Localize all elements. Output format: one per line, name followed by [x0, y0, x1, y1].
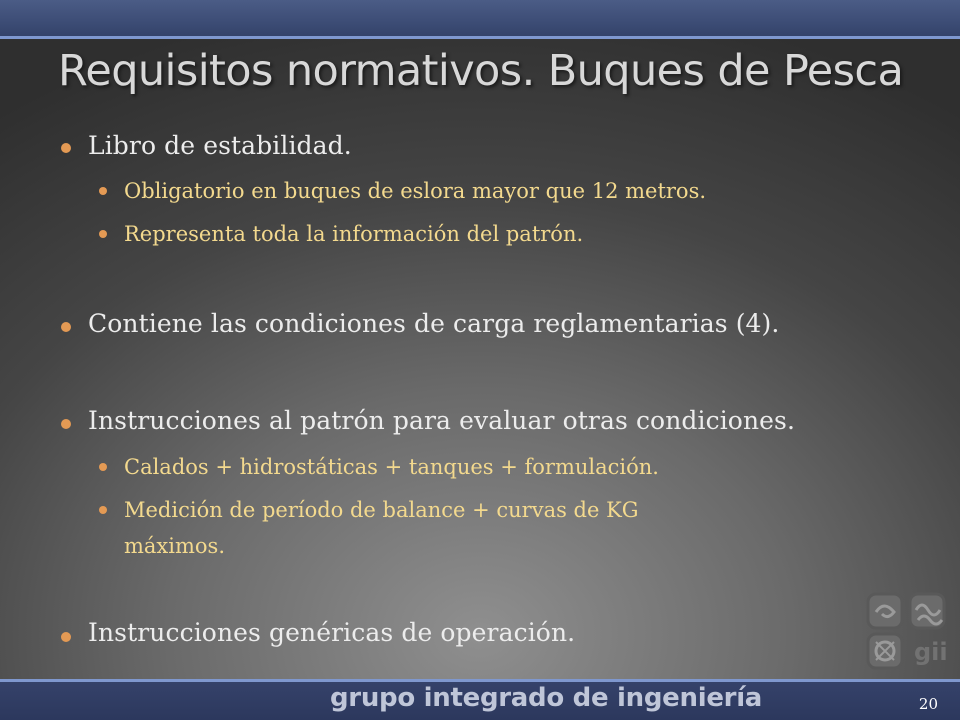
page-number: 20 — [918, 695, 938, 713]
bullet-icon — [61, 143, 71, 153]
header-rule — [0, 36, 960, 39]
sub-list-item: Obligatorio en buques de eslora mayor que 12 metros. — [124, 179, 707, 203]
logo-text: gii — [914, 638, 948, 666]
bullet-icon — [99, 506, 107, 514]
bullet-icon — [61, 419, 71, 429]
list-item: Libro de estabilidad. — [88, 131, 352, 160]
bullet-icon — [61, 322, 71, 332]
sub-list-item-continuation: máximos. — [124, 534, 226, 558]
list-item: Instrucciones genéricas de operación. — [88, 618, 576, 647]
gii-logo-icon — [862, 590, 954, 674]
list-item: Instrucciones al patrón para evaluar otras condiciones. — [88, 406, 796, 435]
sub-list-item: Medición de período de balance + curvas de KG — [124, 498, 639, 522]
bullet-icon — [99, 463, 107, 471]
footer-org-name: grupo integrado de ingeniería — [330, 683, 763, 713]
list-item: Contiene las condiciones de carga reglamentarias (4). — [88, 309, 780, 338]
bullet-icon — [99, 187, 107, 195]
slide-title: Requisitos normativos. Buques de Pesca — [58, 46, 904, 96]
header-band — [0, 0, 960, 36]
sub-list-item: Representa toda la información del patrón. — [124, 222, 584, 246]
bullet-icon — [99, 230, 107, 238]
bullet-icon — [61, 632, 71, 642]
sub-list-item: Calados + hidrostáticas + tanques + formulación. — [124, 455, 659, 479]
